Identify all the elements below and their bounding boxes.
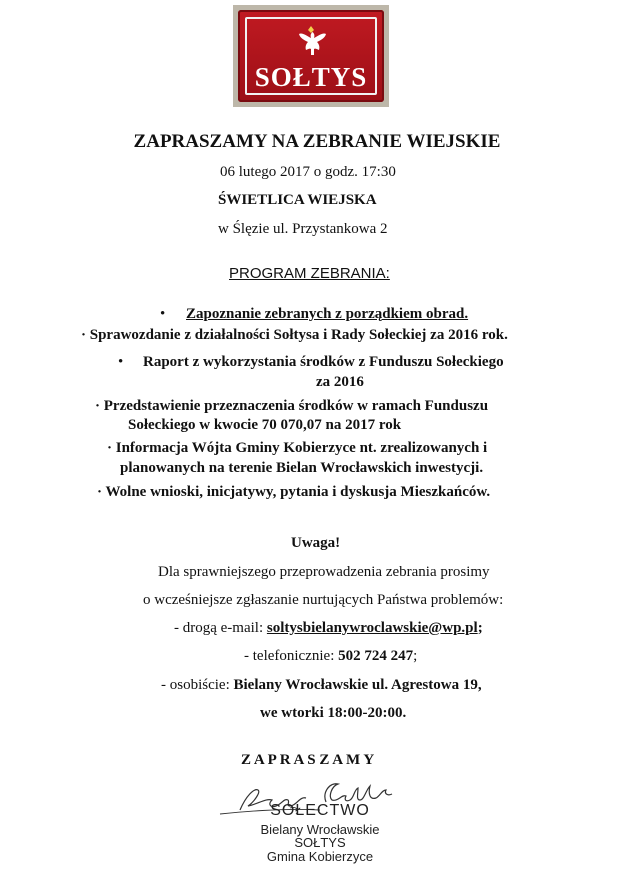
personal-prefix: - osobiście:	[161, 677, 234, 693]
stamp-line: SOŁECTWO	[270, 802, 370, 819]
soltys-sign	[233, 5, 389, 107]
notice-text: Dla sprawniejszego przeprowadzenia zebrania prosimy	[158, 564, 490, 580]
address: w Ślęzie ul. Przystankowa 2	[218, 221, 388, 237]
signature-stamp	[200, 772, 440, 872]
closing-text: Z A P R A S Z A M Y	[241, 752, 375, 768]
email-line	[174, 620, 483, 637]
phone-suffix: ;	[413, 648, 418, 664]
stamp-line: SOŁTYS	[294, 835, 346, 850]
program-title: PROGRAM ZEBRANIA:	[229, 265, 390, 282]
personal-address: Bielany Wrocławskie ul. Agrestowa 19,	[233, 677, 482, 693]
email-link[interactable]: soltysbielanywroclawskie@wp.pl	[266, 620, 478, 636]
office-hours: we wtorki 18:00-20:00.	[260, 705, 407, 721]
program-item-cont: planowanych na terenie Bielan Wrocławskich inwestycji.	[120, 460, 484, 476]
phone-number: 502 724 247	[338, 648, 414, 664]
program-item: Raport z wykorzystania środków z Funduszu Sołeckiego	[143, 354, 504, 370]
stamp-line: Gmina Kobierzyce	[266, 849, 374, 864]
program-item-cont: Sołeckiego w kwocie 70 070,07 na 2017 rok	[128, 417, 402, 433]
notice-title: Uwaga!	[291, 535, 341, 551]
bullet-icon: •	[118, 354, 124, 370]
program-item: Zapoznanie zebranych z porządkiem obrad.	[186, 306, 469, 322]
phone-prefix: - telefonicznie:	[244, 648, 339, 664]
stamp-line: Bielany Wrocławskie	[260, 822, 380, 837]
program-item: · Informacja Wójta Gminy Kobierzyce nt. zrealizowanych i	[107, 440, 488, 456]
sign-plate	[238, 10, 384, 102]
program-item: · Przedstawienie przeznaczenia środków w ramach Funduszu	[95, 398, 489, 414]
page-title: ZAPRASZAMY NA ZEBRANIE WIEJSKIE	[133, 131, 501, 152]
phone-line	[244, 648, 417, 665]
notice-text: o wcześniejsze zgłaszanie nurtujących Państwa problemów:	[143, 592, 504, 608]
email-prefix: - drogą e-mail:	[174, 620, 267, 636]
program-item: · Sprawozdanie z działalności Sołtysa i Rady Sołeckiej za 2016 rok.	[81, 327, 508, 343]
personal-line	[161, 677, 482, 694]
venue: ŚWIETLICA WIEJSKA	[218, 192, 377, 208]
email-suffix: ;	[477, 620, 483, 636]
program-item-cont: za 2016	[316, 374, 364, 390]
program-item: · Wolne wnioski, inicjatywy, pytania i dyskusja Mieszkańców.	[97, 484, 491, 500]
white-eagle-icon	[294, 22, 328, 62]
sign-text: SOŁTYS	[254, 62, 368, 92]
date-line: 06 lutego 2017 o godz. 17:30	[220, 164, 396, 180]
bullet-icon: •	[160, 306, 166, 322]
